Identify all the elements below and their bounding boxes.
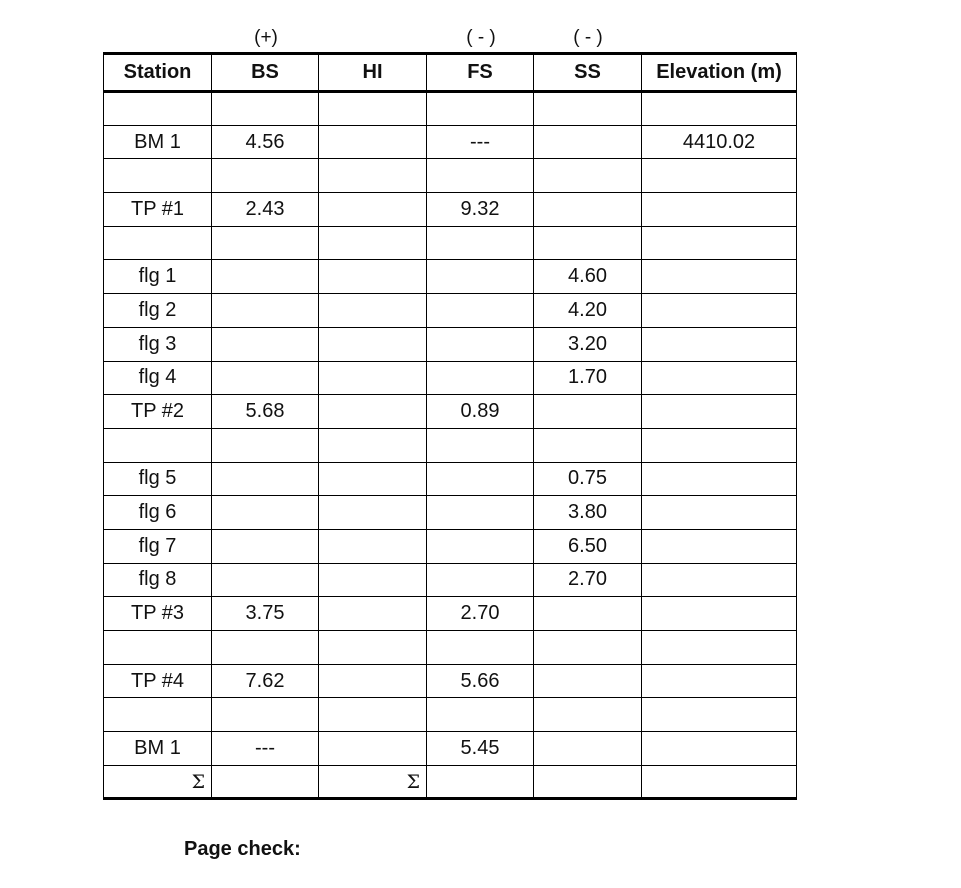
- sum-bs-cell[interactable]: [212, 765, 319, 799]
- cell-station[interactable]: flg 3: [104, 327, 212, 361]
- cell-fs[interactable]: ---: [427, 125, 534, 159]
- cell-station[interactable]: flg 7: [104, 529, 212, 563]
- sum-station-sigma: Σ: [104, 765, 212, 799]
- page-check-label: Page check:: [184, 838, 301, 860]
- cell-bs[interactable]: [212, 226, 319, 260]
- header-ss: SS: [534, 54, 642, 92]
- sum-row: [104, 765, 797, 799]
- cell-station[interactable]: [104, 428, 212, 462]
- cell-fs[interactable]: [427, 529, 534, 563]
- cell-ss[interactable]: [534, 125, 642, 159]
- bs-sign: (+): [254, 27, 278, 48]
- cell-hi[interactable]: [319, 294, 427, 328]
- header-row: [104, 54, 797, 92]
- cell-bs[interactable]: 3.75: [212, 597, 319, 631]
- cell-station[interactable]: BM 1: [104, 125, 212, 159]
- cell-station[interactable]: flg 8: [104, 563, 212, 597]
- header-elevation: Elevation (m): [642, 54, 797, 92]
- cell-station[interactable]: [104, 698, 212, 732]
- cell-bs[interactable]: [212, 294, 319, 328]
- table-row: [104, 597, 797, 631]
- cell-elevation[interactable]: [642, 462, 797, 496]
- cell-bs[interactable]: 5.68: [212, 395, 319, 429]
- cell-bs[interactable]: [212, 698, 319, 732]
- cell-ss[interactable]: [534, 159, 642, 193]
- cell-fs[interactable]: [427, 496, 534, 530]
- cell-station[interactable]: flg 6: [104, 496, 212, 530]
- ss-sign: ( - ): [573, 27, 603, 48]
- cell-station[interactable]: TP #1: [104, 193, 212, 227]
- cell-fs[interactable]: [427, 698, 534, 732]
- cell-fs[interactable]: [427, 631, 534, 665]
- cell-fs[interactable]: [427, 260, 534, 294]
- table-row: [104, 732, 797, 766]
- cell-fs[interactable]: 9.32: [427, 193, 534, 227]
- cell-elevation[interactable]: [642, 631, 797, 665]
- cell-fs[interactable]: [427, 462, 534, 496]
- table-row: [104, 327, 797, 361]
- cell-ss[interactable]: 2.70: [534, 563, 642, 597]
- cell-hi[interactable]: [319, 698, 427, 732]
- cell-ss[interactable]: [534, 395, 642, 429]
- cell-station[interactable]: TP #2: [104, 395, 212, 429]
- cell-hi[interactable]: [319, 260, 427, 294]
- table-row: [104, 395, 797, 429]
- table-body: [104, 92, 797, 766]
- sum-fs-cell[interactable]: [427, 765, 534, 799]
- cell-elevation[interactable]: [642, 732, 797, 766]
- cell-fs[interactable]: [427, 294, 534, 328]
- cell-ss[interactable]: [534, 428, 642, 462]
- cell-bs[interactable]: [212, 159, 319, 193]
- cell-ss[interactable]: [534, 193, 642, 227]
- cell-elevation[interactable]: [642, 395, 797, 429]
- cell-elevation[interactable]: [642, 260, 797, 294]
- cell-ss[interactable]: 1.70: [534, 361, 642, 395]
- cell-elevation[interactable]: [642, 294, 797, 328]
- cell-fs[interactable]: 2.70: [427, 597, 534, 631]
- cell-bs[interactable]: [212, 631, 319, 665]
- cell-bs[interactable]: [212, 327, 319, 361]
- cell-hi[interactable]: [319, 462, 427, 496]
- sum-elevation-cell[interactable]: [642, 765, 797, 799]
- cell-bs[interactable]: [212, 529, 319, 563]
- table-row: [104, 631, 797, 665]
- cell-bs[interactable]: [212, 563, 319, 597]
- cell-bs[interactable]: [212, 361, 319, 395]
- cell-elevation[interactable]: [642, 496, 797, 530]
- cell-hi[interactable]: [319, 529, 427, 563]
- cell-hi[interactable]: [319, 496, 427, 530]
- table-row: [104, 462, 797, 496]
- cell-ss[interactable]: 4.60: [534, 260, 642, 294]
- cell-elevation[interactable]: [642, 226, 797, 260]
- cell-fs[interactable]: 0.89: [427, 395, 534, 429]
- cell-ss[interactable]: [534, 732, 642, 766]
- cell-bs[interactable]: 2.43: [212, 193, 319, 227]
- cell-ss[interactable]: [534, 664, 642, 698]
- cell-hi[interactable]: [319, 664, 427, 698]
- cell-fs[interactable]: [427, 327, 534, 361]
- table-row: [104, 698, 797, 732]
- cell-bs[interactable]: [212, 428, 319, 462]
- cell-hi[interactable]: [319, 428, 427, 462]
- cell-hi[interactable]: [319, 631, 427, 665]
- cell-bs[interactable]: [212, 92, 319, 126]
- level-fieldbook-table: [103, 52, 797, 800]
- cell-bs[interactable]: [212, 496, 319, 530]
- table-row: [104, 563, 797, 597]
- cell-elevation[interactable]: [642, 159, 797, 193]
- cell-ss[interactable]: [534, 698, 642, 732]
- cell-station[interactable]: TP #3: [104, 597, 212, 631]
- cell-hi[interactable]: [319, 226, 427, 260]
- cell-hi[interactable]: [319, 563, 427, 597]
- table-row: [104, 428, 797, 462]
- cell-hi[interactable]: [319, 193, 427, 227]
- cell-fs[interactable]: 5.45: [427, 732, 534, 766]
- cell-bs[interactable]: 4.56: [212, 125, 319, 159]
- cell-ss[interactable]: 3.20: [534, 327, 642, 361]
- cell-station[interactable]: [104, 631, 212, 665]
- cell-hi[interactable]: [319, 125, 427, 159]
- cell-station[interactable]: [104, 92, 212, 126]
- table-row: [104, 226, 797, 260]
- cell-station[interactable]: flg 1: [104, 260, 212, 294]
- cell-hi[interactable]: [319, 92, 427, 126]
- cell-station[interactable]: BM 1: [104, 732, 212, 766]
- header-station: Station: [104, 54, 212, 92]
- cell-station[interactable]: [104, 159, 212, 193]
- cell-ss[interactable]: [534, 226, 642, 260]
- cell-station[interactable]: flg 5: [104, 462, 212, 496]
- cell-fs[interactable]: [427, 92, 534, 126]
- cell-elevation[interactable]: [642, 193, 797, 227]
- cell-elevation[interactable]: [642, 664, 797, 698]
- cell-bs[interactable]: 7.62: [212, 664, 319, 698]
- cell-ss[interactable]: 0.75: [534, 462, 642, 496]
- cell-ss[interactable]: 3.80: [534, 496, 642, 530]
- cell-elevation[interactable]: [642, 361, 797, 395]
- cell-elevation[interactable]: 4410.02: [642, 125, 797, 159]
- cell-elevation[interactable]: [642, 327, 797, 361]
- cell-ss[interactable]: 4.20: [534, 294, 642, 328]
- cell-bs[interactable]: [212, 260, 319, 294]
- table-row: [104, 529, 797, 563]
- cell-hi[interactable]: [319, 597, 427, 631]
- table-row: [104, 92, 797, 126]
- cell-hi[interactable]: [319, 732, 427, 766]
- table-row: [104, 193, 797, 227]
- table-row: [104, 294, 797, 328]
- cell-fs[interactable]: 5.66: [427, 664, 534, 698]
- cell-bs[interactable]: ---: [212, 732, 319, 766]
- table-row: [104, 260, 797, 294]
- table-row: [104, 496, 797, 530]
- table-row: [104, 125, 797, 159]
- cell-hi[interactable]: [319, 361, 427, 395]
- cell-elevation[interactable]: [642, 563, 797, 597]
- cell-ss[interactable]: [534, 631, 642, 665]
- cell-fs[interactable]: [427, 563, 534, 597]
- table-row: [104, 664, 797, 698]
- cell-station[interactable]: TP #4: [104, 664, 212, 698]
- cell-bs[interactable]: [212, 462, 319, 496]
- sum-hi-sigma: Σ: [319, 765, 427, 799]
- fs-sign: ( - ): [466, 27, 496, 48]
- table-row: [104, 361, 797, 395]
- cell-fs[interactable]: [427, 361, 534, 395]
- cell-fs[interactable]: [427, 159, 534, 193]
- sign-row: [0, 24, 961, 52]
- header-bs: BS: [212, 54, 319, 92]
- cell-fs[interactable]: [427, 226, 534, 260]
- cell-elevation[interactable]: [642, 529, 797, 563]
- cell-elevation[interactable]: [642, 92, 797, 126]
- sum-ss-cell[interactable]: [534, 765, 642, 799]
- cell-station[interactable]: flg 4: [104, 361, 212, 395]
- cell-hi[interactable]: [319, 395, 427, 429]
- cell-station[interactable]: [104, 226, 212, 260]
- cell-elevation[interactable]: [642, 428, 797, 462]
- cell-hi[interactable]: [319, 327, 427, 361]
- cell-ss[interactable]: [534, 597, 642, 631]
- cell-fs[interactable]: [427, 428, 534, 462]
- table-row: [104, 159, 797, 193]
- header-hi: HI: [319, 54, 427, 92]
- cell-ss[interactable]: [534, 92, 642, 126]
- cell-ss[interactable]: 6.50: [534, 529, 642, 563]
- header-fs: FS: [427, 54, 534, 92]
- cell-station[interactable]: flg 2: [104, 294, 212, 328]
- cell-elevation[interactable]: [642, 698, 797, 732]
- cell-elevation[interactable]: [642, 597, 797, 631]
- cell-hi[interactable]: [319, 159, 427, 193]
